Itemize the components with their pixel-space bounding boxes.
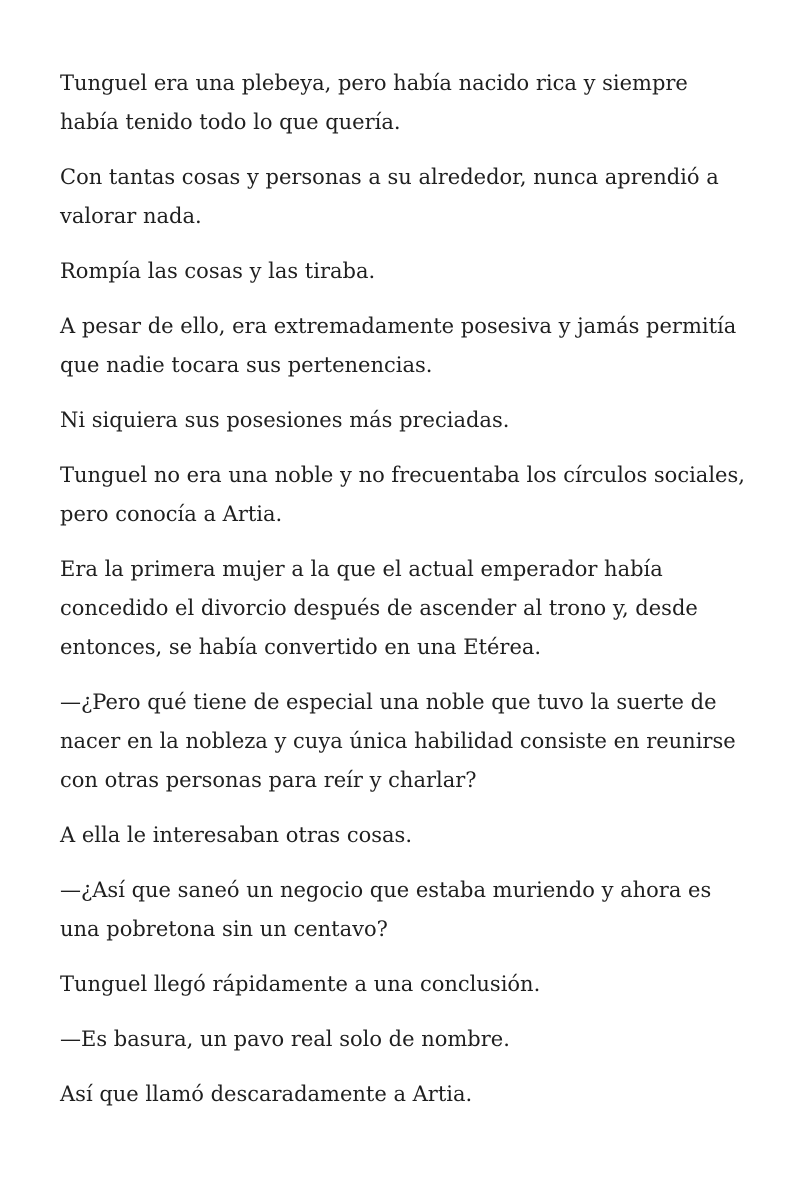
paragraph: Tunguel llegó rápidamente a una conclusión.: [60, 972, 541, 996]
document-page: [60, 64, 750, 1130]
paragraph: Tunguel no era una noble y no frecuentaba los círculos sociales, pero conocía a Artia.: [60, 463, 745, 526]
paragraph: Rompía las cosas y las tiraba.: [60, 259, 376, 283]
paragraph: —¿Así que saneó un negocio que estaba muriendo y ahora es una pobretona sin un centavo?: [60, 878, 712, 941]
paragraph: —¿Pero qué tiene de especial una noble que tuvo la suerte de nacer en la nobleza y cuya única habilidad consiste en reunirse con otras personas para reír y charlar?: [60, 690, 736, 792]
paragraph: Con tantas cosas y personas a su alrededor, nunca aprendió a valorar nada.: [60, 165, 719, 228]
paragraph: Tunguel era una plebeya, pero había nacido rica y siempre había tenido todo lo que quería.: [60, 71, 688, 134]
paragraph: —Es basura, un pavo real solo de nombre.: [60, 1027, 510, 1051]
paragraph: A ella le interesaban otras cosas.: [60, 823, 412, 847]
paragraph: Ni siquiera sus posesiones más preciadas.: [60, 408, 510, 432]
paragraph: Así que llamó descaradamente a Artia.: [60, 1082, 473, 1106]
paragraph: Era la primera mujer a la que el actual emperador había concedido el divorcio después de ascender al trono y, desde entonces, se había convertido en una Etérea.: [60, 557, 698, 659]
paragraph: A pesar de ello, era extremadamente posesiva y jamás permitía que nadie tocara sus pertenencias.: [60, 314, 737, 377]
